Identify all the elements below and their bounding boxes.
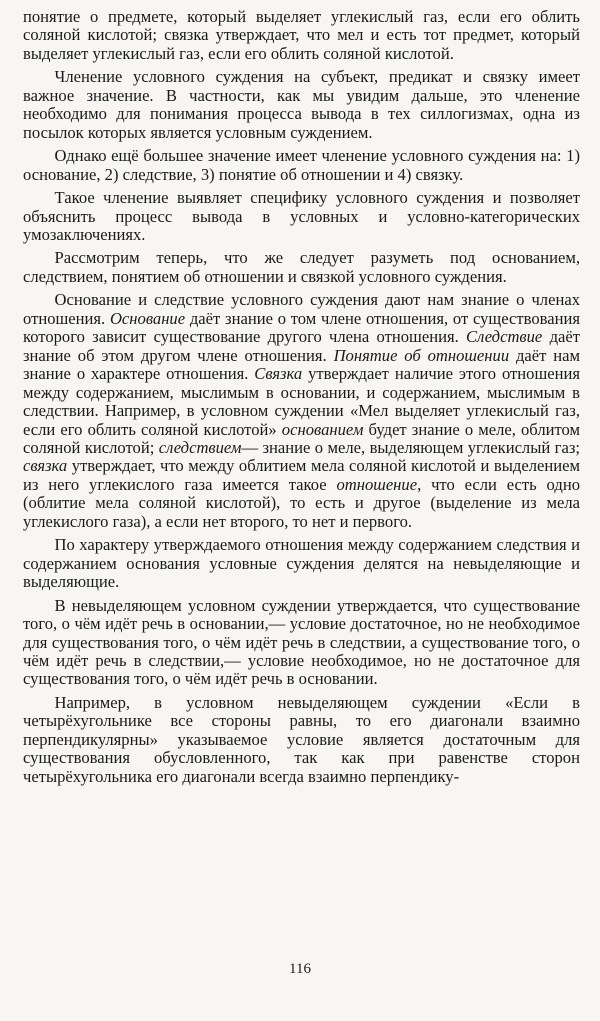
- paragraph-p4: [23, 249, 580, 286]
- text-run: Например, в условном невыделяющем суждении «Если в четырёхугольнике все стороны равны, то его диагонали взаимно перпендикулярны» указываемое условие является достаточным для существования обусловленного, так как при равенстве сторон четырёхугольника его диагонали всегда взаимно перпендику-: [23, 692, 580, 786]
- paragraph-p0: [23, 8, 580, 63]
- text-run: даёт нам знание о характере отношения.: [23, 345, 581, 384]
- italic-term: связка: [23, 456, 68, 476]
- paragraph-p1: [23, 68, 580, 142]
- paragraph-p6: [23, 536, 580, 591]
- paragraph-p3: [23, 189, 580, 244]
- page-number: 116: [289, 961, 311, 977]
- italic-term: Связка: [254, 364, 303, 384]
- text-run: даёт знание об этом другом члене отношения.: [23, 327, 580, 365]
- text-run: будет знание о меле, облитом соляной кислотой;: [23, 419, 580, 457]
- text-run: утверждает наличие этого отношения между содержанием, мыслимым в основании, и содержанием, мыслимым в следствии. Например, в условном суждении «Мел выделяет углекислый газ, если его облить соляной кислотой»: [23, 364, 581, 439]
- text-run: даёт знание о том члене отношения, от существования которого зависит существование другого члена отношения.: [23, 308, 580, 347]
- paragraph-p5: [23, 291, 580, 531]
- text-run: — знание о меле, выделяющем углекислый газ;: [241, 437, 580, 457]
- italic-term: Основание: [109, 308, 186, 328]
- text-run: утверждает, что между облитием мела соляной кислотой и выделением из него углекислого газа имеется такое: [23, 456, 580, 494]
- text-run: Такое членение выявляет специфику условного суждения и позволяет объяснить процесс вывода в условных и условно-категорических умозаключениях.: [23, 188, 580, 244]
- italic-term: следствием: [158, 437, 242, 457]
- paragraph-p8: [23, 694, 580, 786]
- text-run: понятие о предмете, который выделяет углекислый газ, если его облить соляной кислотой; связка утверждает, что мел и есть тот предмет, который выделяет углекислый газ, если его облить соляной кислотой.: [23, 7, 580, 63]
- italic-term: основанием: [281, 419, 364, 439]
- text-run: Однако ещё большее значение имеет членение условного суждения на: 1) основание, 2) следствие, 3) понятие об отношении и 4) связку.: [23, 146, 580, 184]
- paragraph-p2: [23, 147, 580, 184]
- text-run: Основание и следствие условного суждения дают нам знание о членах отношения.: [23, 290, 580, 328]
- text-run: , что если есть одно (облитие мела соляной кислотой), то есть и другое (выделение из мела углекислого газа), а если нет второго, то нет и первого.: [23, 474, 580, 531]
- italic-term: Понятие об отношении: [333, 345, 510, 365]
- italic-term: отношение: [336, 474, 418, 494]
- text-run: Рассмотрим теперь, что же следует разуметь под основанием, следствием, понятием об отношении и связкой условного суждения.: [23, 248, 580, 286]
- text-run: По характеру утверждаемого отношения между содержанием следствия и содержанием основания условные суждения делятся на невыделяющие и выделяющие.: [23, 535, 580, 592]
- italic-term: Следствие: [466, 327, 543, 347]
- text-run: Членение условного суждения на субъект, предикат и связку имеет важное значение. В частности, как мы увидим дальше, это членение необходимо для понимания процесса вывода в тех силлогизмах, одна из посылок которых является условным суждением.: [23, 67, 580, 142]
- text-run: В невыделяющем условном суждении утверждается, что существование того, о чём идёт речь в основании,— условие достаточное, но не необходимое для существования того, о чём идёт речь в следствии, а существование того, о чём идёт речь в следствии,— условие необходимое, но не достаточное для существования того, о чём идёт речь в основании.: [23, 595, 580, 689]
- paragraph-p7: [23, 597, 580, 689]
- text-body: [23, 8, 580, 786]
